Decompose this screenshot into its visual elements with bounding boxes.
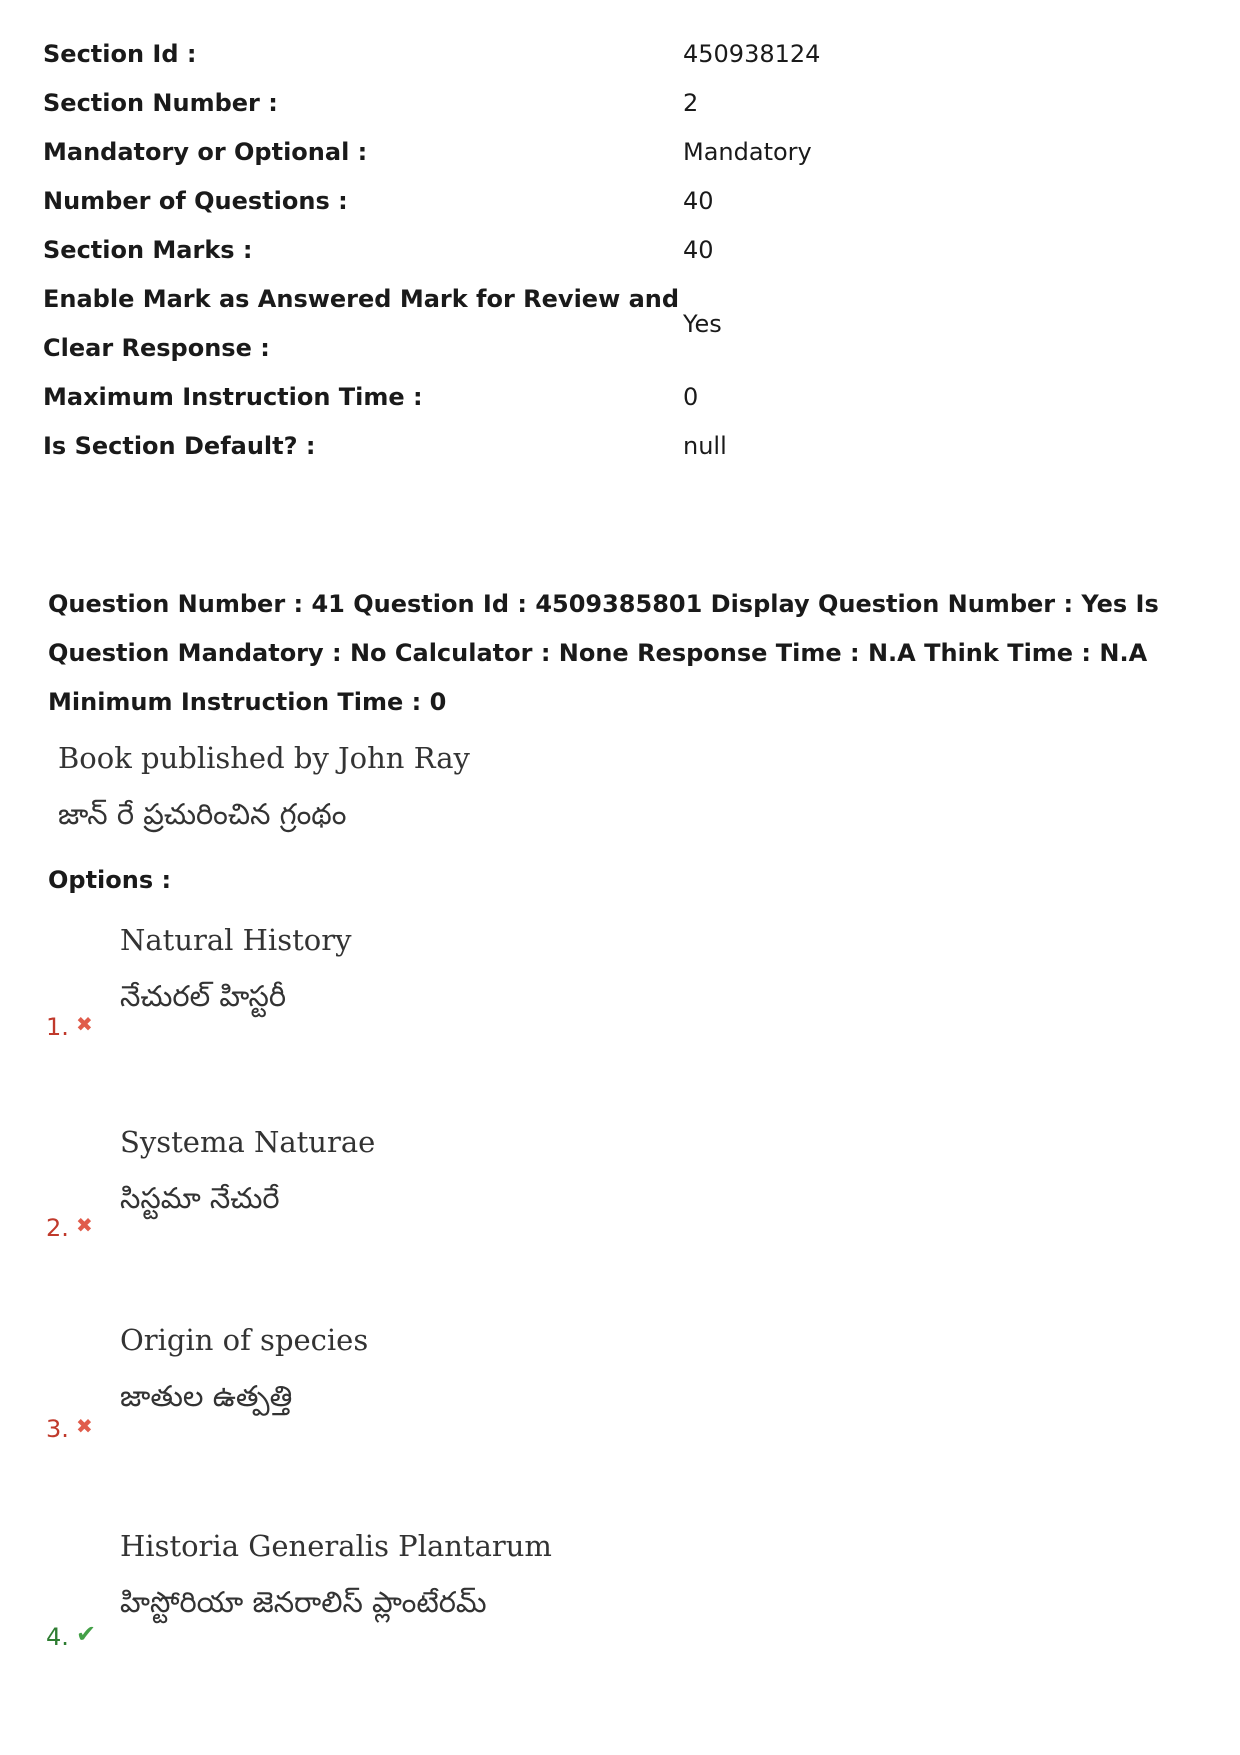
info-label: Number of Questions : [43,187,348,215]
option-text-english: Origin of species [120,1323,369,1357]
info-row-mandatory [43,128,1193,177]
option-number: 2. [46,1214,69,1242]
options-label: Options : [48,866,172,894]
option-text-english: Systema Naturae [120,1125,376,1159]
info-label-line: Enable Mark as Answered Mark for Review and [43,285,680,313]
option-text-telugu: జాతుల ఉత్పత్తి [120,1379,293,1413]
section-info-table [43,30,1193,471]
question-text-english: Book published by John Ray [58,741,470,775]
info-value: 450938124 [683,40,821,68]
info-row-number-of-questions [43,177,1193,226]
info-row-section-default [43,422,1193,471]
info-value: Yes [683,309,722,338]
question-text-telugu: జాన్ రే ప్రచురించిన గ్రంథం [58,797,347,831]
info-value: 2 [683,89,699,117]
info-row-enable-mark [43,275,1193,373]
option-text-english: Natural History [120,923,352,957]
info-value: null [683,432,727,460]
question-text-block [58,738,470,836]
option-text-english: Historia Generalis Plantarum [120,1529,552,1563]
info-label: Mandatory or Optional : [43,138,368,166]
question-meta: Question Number : 41 Question Id : 4509385801 Display Question Number : Yes Is Question Mandatory : No Calculator : None Response Time : N.A Think Time : N.A Minimum Instruction Time : 0 [48,590,1159,716]
cross-icon: ✖ [76,1012,93,1036]
info-value: 40 [683,187,714,215]
option-content [120,1526,552,1624]
info-value: 0 [683,383,699,411]
info-label: Section Number : [43,89,278,117]
option-content [120,920,351,1018]
info-value: Mandatory [683,138,812,166]
info-label-line: Clear Response : [43,334,270,362]
info-label: Is Section Default? : [43,432,316,460]
option-content [120,1320,368,1418]
info-row-section-marks [43,226,1193,275]
cross-icon: ✖ [76,1213,93,1237]
checkmark-icon: ✔ [76,1620,97,1648]
info-value: 40 [683,236,714,264]
option-number: 1. [46,1013,69,1041]
option-content [120,1122,375,1220]
option-number: 4. [46,1623,69,1651]
info-label: Section Id : [43,40,197,68]
cross-icon: ✖ [76,1414,93,1438]
info-row-section-number [43,79,1193,128]
option-text-telugu: హిస్టోరియా జెనరాలిస్ ప్లాంటేరమ్ [120,1585,487,1619]
option-number: 3. [46,1415,69,1443]
info-label [43,275,683,373]
info-row-section-id [43,30,1193,79]
info-row-max-instruction-time [43,373,1193,422]
option-text-telugu: నేచురల్ హిస్టరీ [120,979,287,1013]
option-text-telugu: సిస్టమా నేచురే [120,1181,280,1215]
info-label: Maximum Instruction Time : [43,383,423,411]
info-label: Section Marks : [43,236,253,264]
